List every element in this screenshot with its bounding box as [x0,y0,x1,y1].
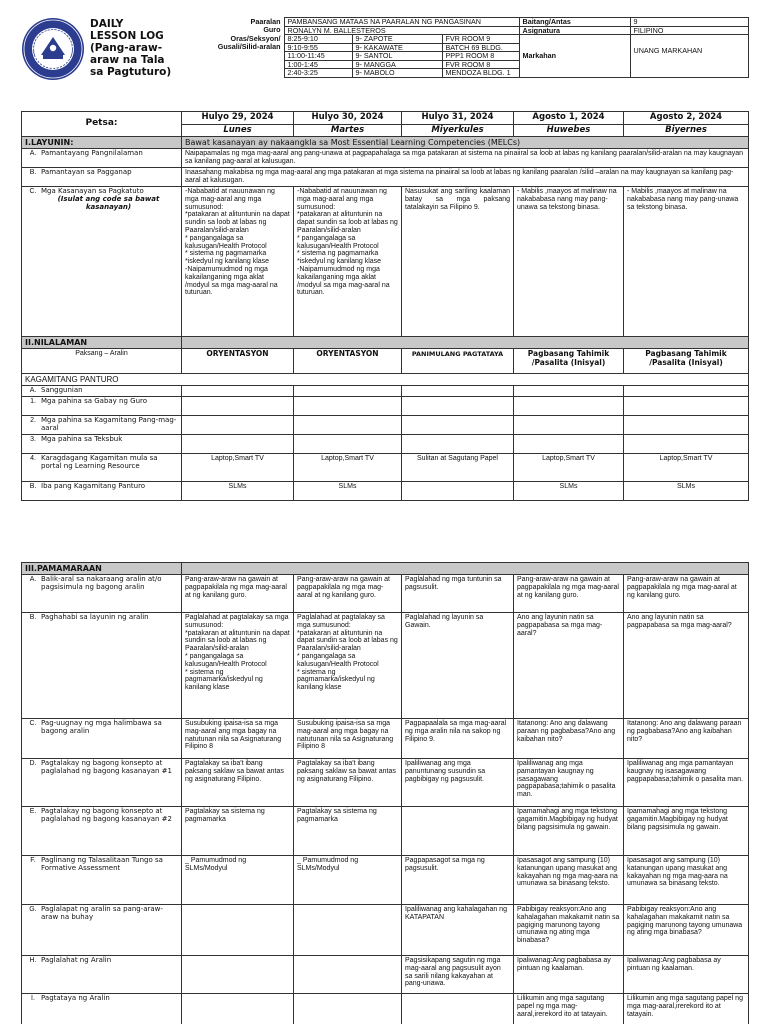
row-label: Pamantayang Pangnilalaman [41,149,143,157]
schedule-time: 8:25-9:10 [284,35,352,44]
pamamaraan-cell: Ipasasagot ang sampung (10) katanungan upang masukat ang kakayahan ng mga mag-aara na umunawa sa binasang teksto. [514,856,624,905]
row-letter: B. [29,614,37,621]
pamamaraan-cell: Ipamamahagi ang mga tekstong gagamitin.Magbibigay ng hudyat bilang pagsisimula ng gawain. [514,807,624,856]
row-label: Mga pahina sa Teksbuk [41,434,123,443]
asignatura-label: Asignatura [519,26,630,35]
day-date: Hulyo 29, 2024 [182,112,294,125]
kagamitan-cell: SLMs [294,481,402,500]
kagamitan-cell [514,415,624,434]
row-letter: B. [29,169,37,176]
kasanayan-cell: - Mabilis ,maayos at malinaw na nakababasa nang may pang-unawa sa tekstong binasa. [624,187,749,337]
paksa-cell: Pagbasang Tahimik /Pasalita (Inisyal) [624,349,749,374]
schedule-room: FVR ROOM 9 [442,35,519,44]
row-label: Paghahabi sa layunin ng aralin [41,613,149,621]
kagamitan-cell [624,386,749,397]
kagamitan-cell [624,396,749,415]
asignatura-value: FILIPINO [630,26,748,35]
pamamaraan-cell [402,994,514,1024]
pamamaraan-cell [294,994,402,1024]
kagamitan-cell: Laptop,Smart TV [624,453,749,481]
pamamaraan-cell: _ Pamumudmod ng SLMs/Modyul [182,856,294,905]
pamamaraan-cell: Pagtalakay sa iba't ibang paksang saklaw sa bawat antas ng asignaturang Filipino. [294,759,402,807]
row-label: Karagdagang Kagamitan mula sa portal ng Learning Resource [41,453,158,470]
kasanayan-cell: -Nababatid at nauunawan ng mga mag-aaral ang mga sumusunod: *patakaran at alituntunin na dapat sundin sa loob at labas ng Paaralan/silid-aralan * pangangalaga sa kalusugan/Health Protocol * sistema ng pagmamarka *iskedyul ng kanilang klase -Naipamumudmod ng mga kakailanganing mga aklat /modyul sa mga mag-aaral na tuturuan. [182,187,294,337]
schedule-time: 2:40-3:25 [284,69,352,78]
day-date: Hulyo 31, 2024 [402,112,514,125]
paksa-cell: Pagbasang Tahimik /Pasalita (Inisyal) [514,349,624,374]
pamamaraan-cell: Susubuking ipaisa-isa sa mga mag-aaral ang mga bagay na natutunan nila sa Asignaturang Filipino 8 [294,719,402,759]
row-label: Pamantayan sa Pagganap [41,168,132,176]
pamamaraan-cell: Pang-araw-araw na gawain at pagpapakilala ng mga mag-aaral at ng kanilang guro. [182,575,294,613]
kagamitan-cell [624,415,749,434]
kagamitan-cell: Laptop,Smart TV [294,453,402,481]
guro-label: Guro [263,26,281,34]
row-label: Pag-uugnay ng mga halimbawa sa bagong aralin [41,719,162,735]
row-letter: H. [29,957,37,964]
schedule-section: 9- ZAPOTE [352,35,442,44]
pamamaraan-cell: Ano ang layunin natin sa pagpapabasa sa mga mag-aaral? [624,613,749,719]
kagamitan-cell: Laptop,Smart TV [182,453,294,481]
day-date: Hulyo 30, 2024 [294,112,402,125]
row-label: Iba pang Kagamitang Panturo [41,481,146,490]
kagamitan-cell [514,434,624,453]
kagamitan-heading: KAGAMITANG PANTURO [22,374,749,386]
kagamitan-cell: Sulitan at Sagutang Papel [402,453,514,481]
markahan-value: UNANG MARKAHAN [630,35,748,78]
pamamaraan-cell [182,994,294,1024]
pamamaraan-cell: Ipaliliwanag ang kahalagahan ng KATAPATAN [402,905,514,956]
paaralan-value: PAMBANSANG MATAAS NA PAARALAN NG PANGASINAN [284,18,519,27]
schedule-room: BATCH 69 BLDG. [442,43,519,52]
pamamaraan-cell [402,807,514,856]
kagamitan-cell [402,415,514,434]
day-date: Agosto 2, 2024 [624,112,749,125]
row-label: Paglalapat ng aralin sa pang-araw-araw na buhay [41,905,163,921]
pamamaraan-cell: Pang-araw-araw na gawain at pagpapakilala ng mga mag-aaral at ng kanilang guro. [294,575,402,613]
gusali-label: Gusali/Silid-aralan [217,43,281,51]
pamamaraan-cell: Ano ang layunin natin sa pagpapabasa sa mga mag-aaral? [514,613,624,719]
pamamaraan-cell: Pabibigay reaksyon:Ano ang kahalagahan makakamit natin sa pagiging marunong tayong umunawa ng ating mga binabasa? [624,905,749,956]
row-label: Paglalahat ng Aralin [41,956,112,964]
pamamaraan-cell [294,956,402,994]
day-name: Martes [294,124,402,137]
row-letter: G. [29,906,37,913]
row-label: Mga pahina sa Kagamitang Pang-mag-aaral [41,415,177,432]
paksa-cell: ORYENTASYON [294,349,402,374]
schedule-section: 9- MANGGA [352,60,442,69]
petsa-label: Petsa: [22,112,182,137]
schedule-time: 11:00-11:45 [284,52,352,61]
pamamaraan-cell: Lilikumin ang mga sagutang papel ng mga mag-aaral,irerekord ito at tatayain. [514,994,624,1024]
day-name: Lunes [182,124,294,137]
paksa-cell: ORYENTASYON [182,349,294,374]
row-letter: C. [29,720,37,727]
kagamitan-cell [182,396,294,415]
kagamitan-cell [294,415,402,434]
kagamitan-cell [182,434,294,453]
kasanayan-cell: Nasusukat ang sariling kaalaman batay sa mga paksang tatalakayin sa Filipino 9. [402,187,514,337]
paaralan-label: Paaralan [250,17,281,26]
schedule-section: 9- SANTOL [352,52,442,61]
pamamaraan-cell [294,905,402,956]
pamamaraan-cell: Ipaliliwanag ang mga panuntunang susundin sa pagbibigay ng pagsusulit. [402,759,514,807]
pamamaraan-cell: Ipaliwanag:Ang pagbabasa ay pintuan ng kaalaman. [624,956,749,994]
kagamitan-cell [514,396,624,415]
row-label: Paglinang ng Talasalitaan Tungo sa Formative Assessment [41,856,163,872]
pamamaraan-cell [182,956,294,994]
kagamitan-cell: SLMs [514,481,624,500]
kagamitan-cell [514,386,624,397]
pamamaraan-cell: Paglalahad ng layunin sa Gawain. [402,613,514,719]
row-label: Mga Kasanayan sa Pagkatuto [41,187,144,195]
pamamaraan-cell: Lilikumin ang mga sagutang papel ng mga mag-aaral,irerekord ito at tatayain. [624,994,749,1024]
pamamaraan-cell: Itatanong: Ano ang dalawang paraan ng pagbabasa?Ano ang kaibahan nito? [624,719,749,759]
pamamaraan-cell: Paglalahad ng mga tuntunin sa pagsusulit. [402,575,514,613]
kagamitan-cell [294,434,402,453]
pamamaraan-cell: Pagpapasagot sa mga ng pagsusulit. [402,856,514,905]
paksa-cell: PANIMULANG PAGTATAYA [402,349,514,374]
row-label: Pagtalakay ng bagong konsepto at paglalahad ng bagong kasanayan #2 [41,807,173,823]
pamamaraan-cell: Ipaliliwanag ang mga pamantayan kaugnay ng isasagawang pagpapabasa;tahimik o pasalita man. [514,759,624,807]
kagamitan-cell [624,434,749,453]
row-letter: C. [29,188,37,195]
kagamitan-cell [294,386,402,397]
kagamitan-cell [294,396,402,415]
pamamaraan-table [21,562,749,1024]
pamamaraan-cell [182,905,294,956]
pamantayan-sa-pagganap-text: Inaasahang makabisa ng mga mag-aaral ang mga patakaran at mga sistema na pinaiiral sa loob at labas ng kanilang paaralan /silid –aralan na may kaugnayan sa kanilang pag-aaral at kalusugan. [182,168,749,187]
deped-seal-logo [21,17,85,81]
kagamitan-cell: SLMs [624,481,749,500]
kagamitan-cell [402,396,514,415]
row-label: Mga pahina sa Gabay ng Guro [41,396,148,405]
schedule-room: FVR ROOM 8 [442,60,519,69]
schedule-time: 1:00-1:45 [284,60,352,69]
row-letter: 1. [30,397,36,405]
pamamaraan-heading: III.PAMAMARAAN [22,563,182,575]
row-letter: 4. [30,454,36,462]
row-label: Sanggunian [41,386,83,394]
pamamaraan-cell: _ Pamumudmod ng SLMs/Modyul [294,856,402,905]
row-letter: B. [29,482,37,490]
day-name: Miyerkules [402,124,514,137]
pamamaraan-cell: Pagtalakay sa iba't ibang paksang saklaw sa bawat antas ng asignaturang Filipino. [182,759,294,807]
schedule-room: MENDOZA BLDG. 1 [442,69,519,78]
pamamaraan-cell: Ipaliliwanag ang mga pamantayan kaugnay ng isasagawang pagpapabasa;tahimik o pasalita man. [624,759,749,807]
row-label: Balik-aral sa nakaraang aralin at/o pagsisimula ng bagong aralin [41,575,162,591]
markahan-label: Markahan [519,35,630,78]
pamamaraan-cell: Pagtalakay sa sistema ng pagmamarka [294,807,402,856]
kagamitan-cell [402,386,514,397]
row-label: Pagtalakay ng bagong konsepto at paglalahad ng bagong kasanayan #1 [41,759,173,775]
kasanayan-cell: -Nababatid at nauunawan ng mga mag-aaral ang mga sumusunod: *patakaran at alituntunin na dapat sundin sa loob at labas ng Paaralan/silid-aralan * pangangalaga sa kalusugan/Health Protocol * sistema ng pagmamarka *iskedyul ng kanilang klase -Naipamumudmod ng mga kakailanganing mga aklat /modyul sa mga mag-aaral na tuturuan. [294,187,402,337]
pamantayang-pangnilalaman-text: Naipapamalas ng mga mag-aaral ang pang-unawa at pagpapahalaga sa mga patakaran at sistema na pinaiiral sa loob at labas ng kanilang paaralan/silid-aralan na may kaugnayan sa kanilang pag-aaral at kalusugan. [182,149,749,168]
guro-value: RONALYN M. BALLESTEROS [284,26,519,35]
schedule-section: 9- MABOLO [352,69,442,78]
schedule-time: 9:10-9:55 [284,43,352,52]
layunin-heading: I.LAYUNIN: [22,137,182,149]
kagamitan-cell: SLMs [182,481,294,500]
layunin-note: Bawat kasanayan ay nakaangkla sa Most Essential Learning Competencies (MELCs) [182,137,749,149]
kagamitan-cell: Laptop,Smart TV [514,453,624,481]
pamamaraan-cell: Paglalahad at pagtalakay sa mga sumusunod: *patakaran at alituntunin na dapat sundin sa loob at labas ng Paaralan/silid-aralan * pangangalaga sa kalusugan/Health Protocol * sistema ng pagmamarka/iskedyul ng kanilang klase [294,613,402,719]
pamamaraan-cell: Itatanong: Ano ang dalawang paraan ng pagbabasa?Ano ang kaibahan nito? [514,719,624,759]
document-title: DAILY LESSON LOG (Pang-araw- araw na Tala sa Pagtuturo) [90,18,172,78]
kasanayan-cell: - Mabilis ,maayos at malinaw na nakababasa nang may pang-unawa sa tekstong binasa. [514,187,624,337]
pamamaraan-cell: Ipasasagot ang sampung (10) katanungan upang masukat ang kakayahan ng mga mag-aara na umunawa sa binasang teksto. [624,856,749,905]
header-info-table [181,17,749,78]
kagamitan-cell [402,434,514,453]
kagamitan-cell [182,415,294,434]
pamamaraan-cell: Ipaliwanag:Ang pagbabasa ay pintuan ng kaalaman. [514,956,624,994]
paksa-label: Paksang – Aralin [22,349,182,374]
day-name: Biyernes [624,124,749,137]
row-letter: 2. [30,416,36,424]
oras-label: Oras/Seksyon/ [230,34,281,43]
row-letter: D. [29,760,37,767]
schedule-section: 9- KAKAWATE [352,43,442,52]
row-letter: 3. [30,435,36,443]
pamamaraan-cell: Ipamamahagi ang mga tekstong gagamitin.Magbibigay ng hudyat bilang pagsisimula ng gawain. [624,807,749,856]
kagamitan-cell [182,386,294,397]
row-letter: A. [29,387,37,394]
row-letter: A. [29,150,37,157]
day-date: Agosto 1, 2024 [514,112,624,125]
baitang-label: Baitang/Antas [519,18,630,27]
kagamitan-cell [402,481,514,500]
row-letter: F. [30,857,36,864]
pamamaraan-cell: Susubuking ipaisa-isa sa mga mag-aaral ang mga bagay na natutunan nila sa Asignaturang Filipino 8 [182,719,294,759]
row-letter: E. [29,808,37,815]
nilalaman-heading: II.NILALAMAN [22,337,182,349]
pamamaraan-cell: Paglalahad at pagtalakay sa mga sumusunod: *patakaran at alituntunin na dapat sundin sa loob at labas ng Paaralan/silid-aralan * pangangalaga sa kalusugan/Health Protocol * sistema ng pagmamarka/iskedyul ng kanilang klase [182,613,294,719]
day-name: Huwebes [514,124,624,137]
pamamaraan-cell: Pang-araw-araw na gawain at pagpapakilala ng mga mag-aaral at ng kanilang guro. [624,575,749,613]
pamamaraan-cell: Pabibigay reaksyon:Ano ang kahalagahan makakamit natin sa pagiging marunong tayong umunawa ng ating mga binabasa? [514,905,624,956]
row-letter: I. [31,995,35,1002]
lesson-log-table [21,111,749,501]
kasanayan-code-note: (Isulat ang code sa bawat kasanayan) [57,194,160,211]
pamamaraan-cell: Pagpapaalala sa mga mag-aaral ng mga aralin nila na sakop ng Filipino 9. [402,719,514,759]
schedule-room: PPP1 ROOM 8 [442,52,519,61]
row-label: Pagtataya ng Aralin [41,994,110,1002]
pamamaraan-cell: Pagtalakay sa sistema ng pagmamarka [182,807,294,856]
baitang-value: 9 [630,18,748,27]
row-letter: A. [29,576,37,583]
pamamaraan-cell: Pang-araw-araw na gawain at pagpapakilala ng mga mag-aaral at ng kanilang guro. [514,575,624,613]
pamamaraan-cell: Pagsisikapang sagutin ng mga mag-aaral ang pagsusulit ayon sa sarili nilang kakayahan at pang-unawa. [402,956,514,994]
